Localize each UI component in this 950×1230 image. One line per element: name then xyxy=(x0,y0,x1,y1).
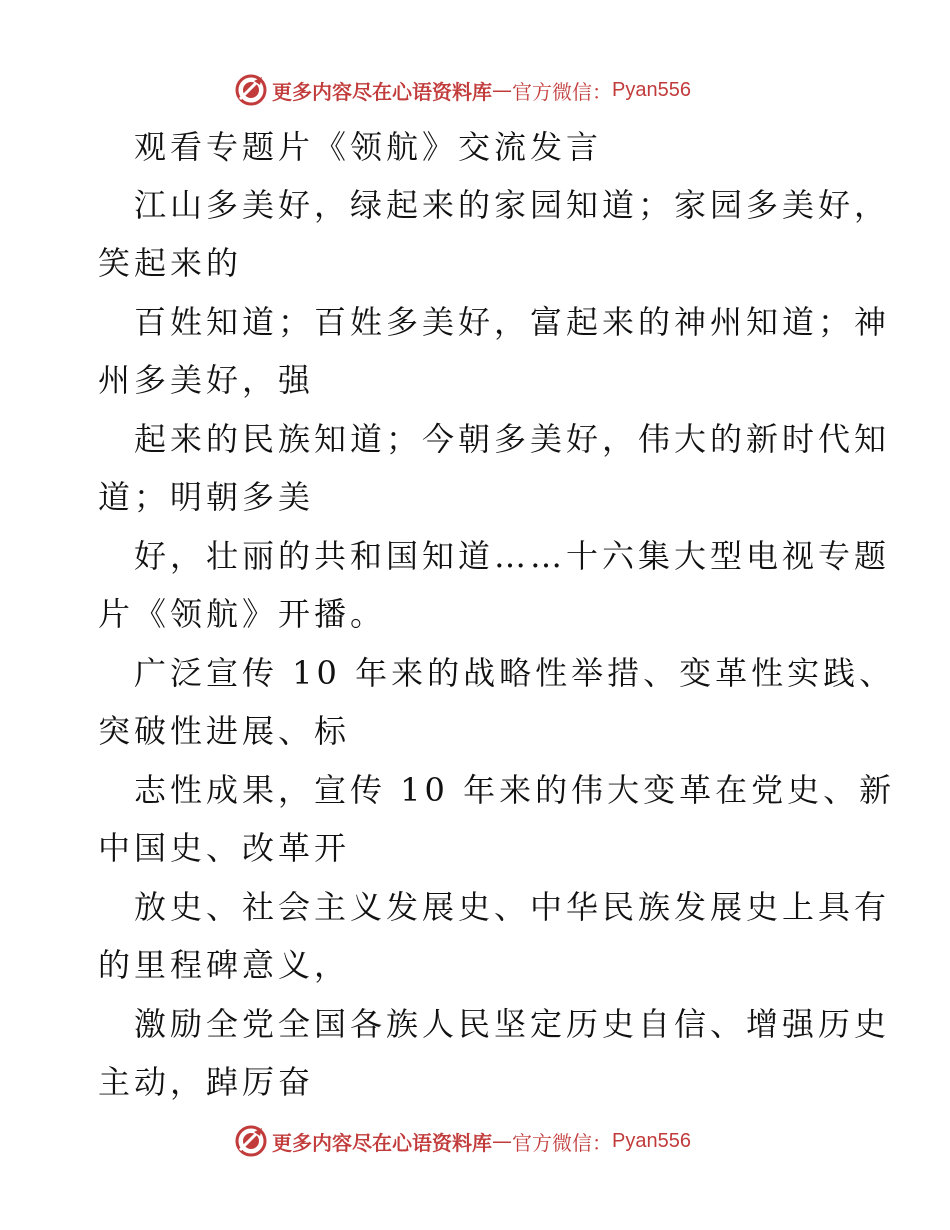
banner-dash: — xyxy=(492,1129,512,1153)
banner-dash: — xyxy=(492,78,512,102)
header-banner xyxy=(0,70,950,110)
paragraph-line: 片《领航》开播。 xyxy=(98,595,387,633)
paragraph-line: 广泛宣传 10 年来的战略性举措、变革性实践、 xyxy=(134,654,896,692)
paragraph-line: 百姓知道；百姓多美好，富起来的神州知道；神 xyxy=(134,303,891,341)
paragraph-line: 志性成果，宣传 10 年来的伟大变革在党史、新 xyxy=(134,771,896,809)
paragraph-line: 笑起来的 xyxy=(98,244,243,282)
footer-banner xyxy=(0,1121,950,1161)
paragraph-line: 中国史、改革开 xyxy=(98,829,351,867)
banner-text: 更多内容尽在心语资料库 xyxy=(272,79,492,104)
logo-icon xyxy=(234,73,268,107)
paragraph-line: 放史、社会主义发展史、中华民族发展史上具有 xyxy=(134,888,891,926)
paragraph-line: 激励全党全国各族人民坚定历史自信、增强历史 xyxy=(134,1005,891,1043)
banner-wechat-id: Pyan556 xyxy=(612,78,691,101)
paragraph-line: 起来的民族知道；今朝多美好，伟大的新时代知 xyxy=(134,420,891,458)
paragraph-line: 主动，踔厉奋 xyxy=(98,1063,315,1101)
logo-icon xyxy=(234,1124,268,1158)
banner-wechat-id: Pyan556 xyxy=(612,1129,691,1152)
paragraph-line: 江山多美好，绿起来的家园知道；家园多美好， xyxy=(134,186,891,224)
banner-wechat-label: 官方微信： xyxy=(512,1130,612,1155)
paragraph-line: 突破性进展、标 xyxy=(98,712,351,750)
banner-text: 更多内容尽在心语资料库 xyxy=(272,1130,492,1155)
document-title: 观看专题片《领航》交流发言 xyxy=(134,128,603,166)
paragraph-line: 州多美好，强 xyxy=(98,361,315,399)
banner-wechat-label: 官方微信： xyxy=(512,79,612,104)
paragraph-line: 道；明朝多美 xyxy=(98,478,315,516)
paragraph-line: 好，壮丽的共和国知道……十六集大型电视专题 xyxy=(134,537,891,575)
paragraph-line: 的里程碑意义， xyxy=(98,946,351,984)
